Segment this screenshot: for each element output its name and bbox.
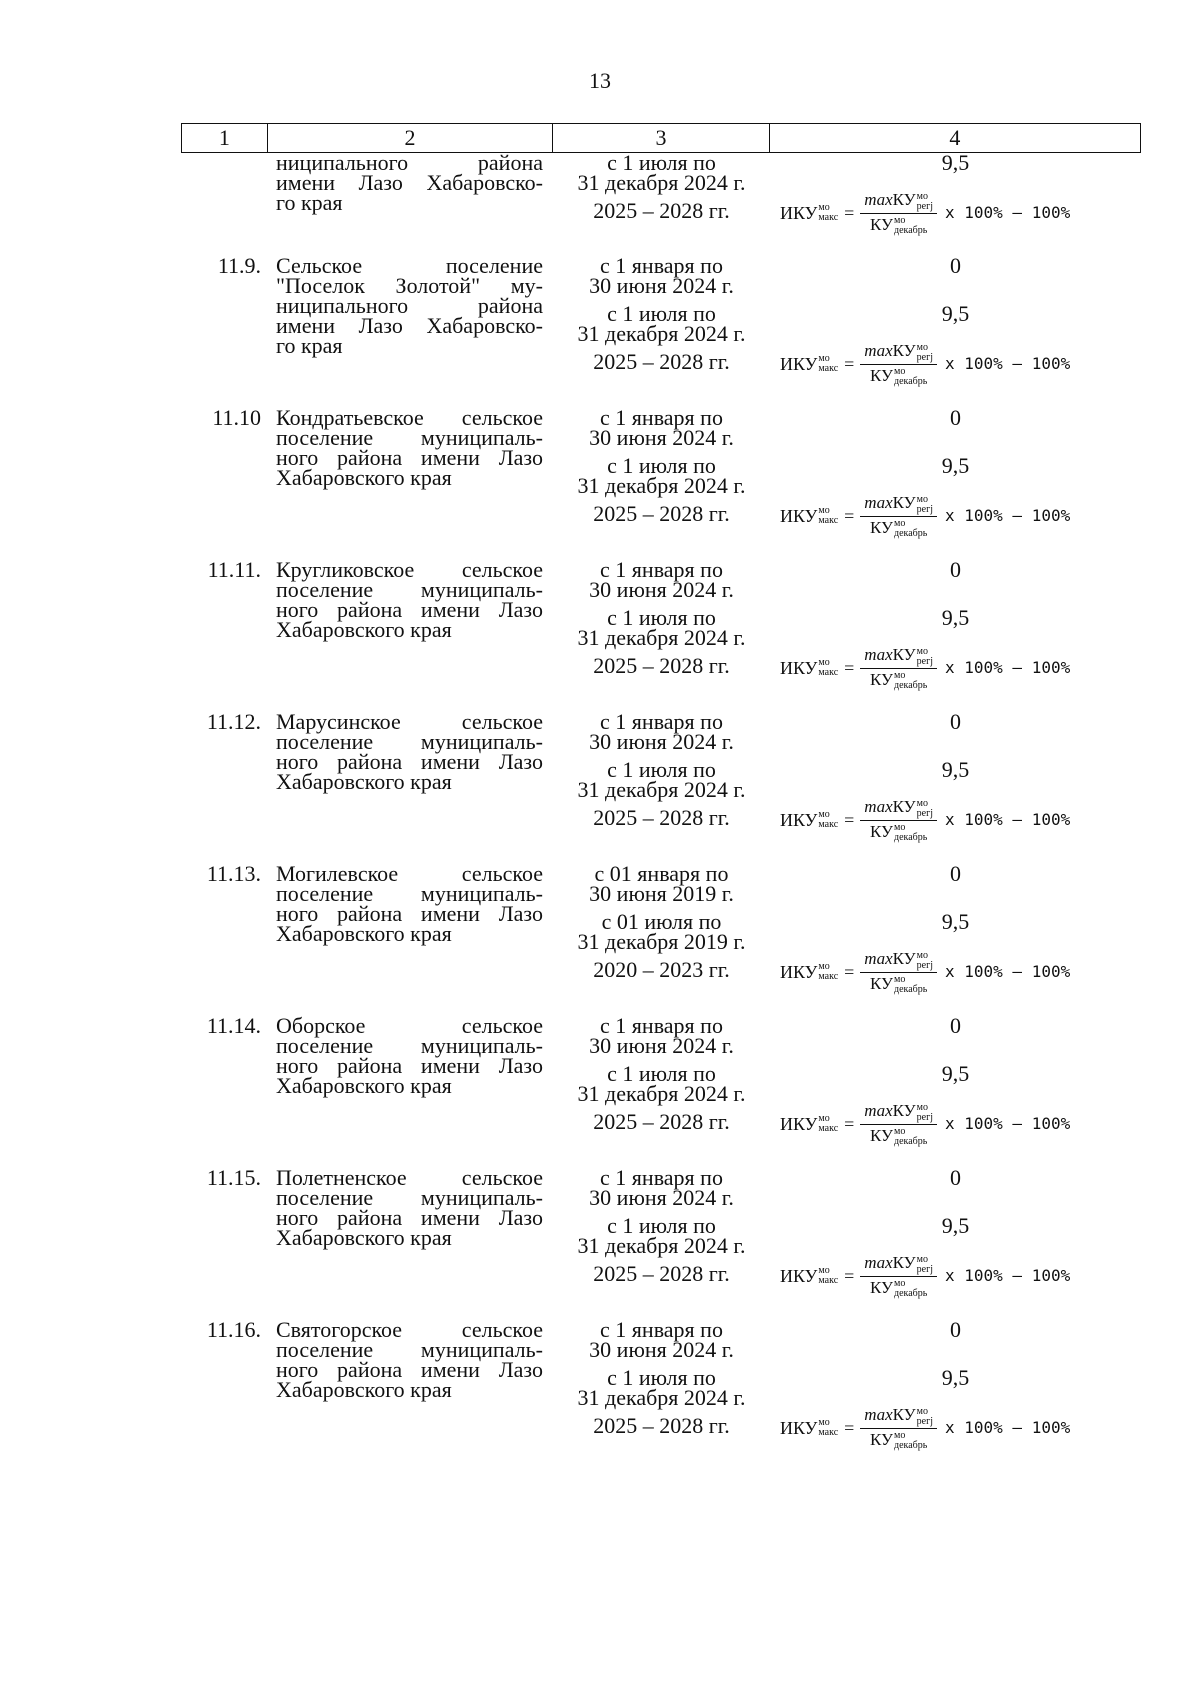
formula-denominator — [870, 973, 927, 995]
formula-numerator — [860, 1101, 937, 1124]
period-line: с 1 июля по — [607, 1365, 716, 1390]
formula-denominator — [870, 517, 927, 539]
formula — [780, 946, 1140, 998]
formula-lhs: ИКУ — [780, 203, 818, 223]
formula-num-sup: мо — [916, 1101, 928, 1113]
settlement-name-line: поселение муниципаль- — [276, 577, 543, 602]
period-line: 2025 – 2028 гг. — [593, 653, 730, 678]
settlement-name — [276, 253, 543, 358]
formula-fraction — [860, 341, 937, 386]
formula-num-indices — [917, 1407, 933, 1427]
settlement-name-line: ного района имени Лазо — [276, 445, 543, 470]
settlement-name-line: Могилевское сельское — [276, 861, 543, 886]
header-col-1: 1 — [182, 124, 268, 152]
formula-num-indices — [917, 495, 933, 515]
rate-value: 0 — [950, 405, 961, 430]
formula-fraction — [860, 190, 937, 235]
settlement-name — [276, 1317, 543, 1402]
rate-value: 9,5 — [941, 605, 970, 630]
settlement-name-line: поселение муниципаль- — [276, 881, 543, 906]
table-header — [181, 123, 1141, 153]
formula-lhs: ИКУ — [780, 1266, 818, 1286]
period-line: с 01 января по — [594, 861, 729, 886]
settlement-name — [276, 405, 543, 490]
formula-den-base: КУ — [869, 214, 893, 234]
settlement-name — [276, 861, 543, 946]
formula-equals: = — [844, 658, 855, 678]
period-line: 31 декабря 2024 г. — [577, 1081, 746, 1106]
formula-num-prefix: max — [864, 1253, 893, 1273]
formula — [780, 1098, 1140, 1150]
rate-value: 9,5 — [941, 301, 970, 326]
formula-lhs-sup: мо — [818, 1265, 830, 1276]
formula-num-sub: регj — [916, 503, 933, 515]
period-line: 31 декабря 2024 г. — [577, 170, 746, 195]
formula-den-indices — [894, 216, 927, 236]
formula-num-base: КУ — [892, 797, 916, 817]
settlement-name-line: Хабаровского края — [276, 465, 452, 490]
formula-tail: x 100% – 100% — [945, 1114, 1071, 1133]
formula-fraction — [860, 1405, 937, 1450]
formula-den-sub: декабрь — [894, 831, 928, 843]
formula — [780, 338, 1140, 390]
settlement-name-line: Хабаровского края — [276, 1225, 452, 1250]
formula-fraction — [860, 949, 937, 994]
settlement-name-line: "Поселок Золотой" му- — [276, 273, 543, 298]
formula-den-sub: декабрь — [894, 983, 928, 995]
formula-denominator — [870, 821, 927, 843]
formula-tail: x 100% – 100% — [945, 354, 1071, 373]
formula-den-base: КУ — [869, 821, 893, 841]
formula-equals: = — [844, 203, 855, 223]
formula-denominator — [870, 669, 927, 691]
formula-fraction — [860, 493, 937, 538]
formula-fraction — [860, 1253, 937, 1298]
period-line: с 1 июля по — [607, 1213, 716, 1238]
settlement-name-line: Хабаровского края — [276, 1377, 452, 1402]
settlement-name-line: го края — [276, 333, 343, 358]
settlement-name-line: поселение муниципаль- — [276, 729, 543, 754]
formula-den-sup: мо — [894, 214, 906, 226]
settlement-name — [276, 709, 543, 794]
period-line: 2025 – 2028 гг. — [593, 1261, 730, 1286]
settlement-name-line: Хабаровского края — [276, 1073, 452, 1098]
settlement-name — [276, 1013, 543, 1098]
rate-value: 0 — [950, 1013, 961, 1038]
rate-value: 9,5 — [941, 150, 970, 175]
rate-value: 9,5 — [941, 453, 970, 478]
formula-den-sub: декабрь — [894, 527, 928, 539]
formula-lhs: ИКУ — [780, 1114, 818, 1134]
header-col-4: 4 — [949, 125, 961, 150]
settlement-name-line: Хабаровского края — [276, 769, 452, 794]
settlement-name-line: Сельское поселение — [276, 253, 543, 278]
formula-num-indices — [917, 1255, 933, 1275]
period-line: 2025 – 2028 гг. — [593, 1413, 730, 1438]
settlement-name-line: поселение муниципаль- — [276, 1185, 543, 1210]
formula-fraction — [860, 1101, 937, 1146]
period-line: 31 декабря 2024 г. — [577, 1385, 746, 1410]
formula-num-sup: мо — [916, 1253, 928, 1265]
formula-den-sup: мо — [894, 821, 906, 833]
formula-lhs-sub: макс — [818, 819, 839, 830]
settlement-name-line: ного района имени Лазо — [276, 901, 543, 926]
settlement-name-line: поселение муниципаль- — [276, 1033, 543, 1058]
rate-value: 9,5 — [941, 757, 970, 782]
page-number: 13 — [589, 68, 611, 93]
formula-num-base: КУ — [892, 1253, 916, 1273]
period-line: с 1 января по — [600, 557, 723, 582]
formula-den-indices — [894, 1127, 927, 1147]
settlement-name-line: Хабаровского края — [276, 617, 452, 642]
formula-num-prefix: max — [864, 1101, 893, 1121]
formula-equals: = — [844, 962, 855, 982]
formula-equals: = — [844, 1266, 855, 1286]
settlement-name — [276, 1165, 543, 1250]
row-number: 11.16. — [206, 1317, 261, 1342]
period-line: с 1 июля по — [607, 301, 716, 326]
formula-lhs-sub: макс — [818, 1275, 839, 1286]
period-line: 2025 – 2028 гг. — [593, 1109, 730, 1134]
formula-den-sub: декабрь — [894, 1135, 928, 1147]
formula-num-sub: регj — [916, 1263, 933, 1275]
formula-numerator — [860, 190, 937, 213]
formula-num-sub: регj — [916, 655, 933, 667]
rate-value: 9,5 — [941, 1365, 970, 1390]
formula-equals: = — [844, 506, 855, 526]
rate-value: 9,5 — [941, 909, 970, 934]
period-line: 31 декабря 2024 г. — [577, 777, 746, 802]
settlement-name-line: ного района имени Лазо — [276, 1205, 543, 1230]
formula-num-sub: регj — [916, 1415, 933, 1427]
formula-tail: x 100% – 100% — [945, 810, 1071, 829]
formula-num-indices — [917, 1103, 933, 1123]
formula-equals: = — [844, 1114, 855, 1134]
period-line: 30 июня 2024 г. — [589, 577, 734, 602]
formula-num-sup: мо — [916, 949, 928, 961]
period-line: с 1 января по — [600, 1317, 723, 1342]
formula-denominator — [870, 1125, 927, 1147]
rate-value: 0 — [950, 1165, 961, 1190]
settlement-name-line: го края — [276, 190, 343, 215]
formula-num-prefix: max — [864, 190, 893, 210]
period-line: 30 июня 2024 г. — [589, 425, 734, 450]
settlement-name-line: ного района имени Лазо — [276, 1357, 543, 1382]
row-number: 11.14. — [206, 1013, 261, 1038]
formula-num-prefix: max — [864, 341, 893, 361]
formula-den-sup: мо — [894, 1125, 906, 1137]
formula-num-sub: регj — [916, 1111, 933, 1123]
formula-num-base: КУ — [892, 1405, 916, 1425]
formula-num-base: КУ — [892, 493, 916, 513]
formula-num-sub: регj — [916, 807, 933, 819]
formula-num-base: КУ — [892, 1101, 916, 1121]
period-line: 31 декабря 2024 г. — [577, 625, 746, 650]
period-line: с 1 июля по — [607, 757, 716, 782]
formula-num-indices — [917, 647, 933, 667]
settlement-name-line: Оборское сельское — [276, 1013, 543, 1038]
header-col-2: 2 — [268, 124, 553, 152]
settlement-name-line: ного района имени Лазо — [276, 1053, 543, 1078]
formula-num-indices — [917, 951, 933, 971]
settlement-name-line: поселение муниципаль- — [276, 1337, 543, 1362]
row-number: 11.9. — [217, 253, 261, 278]
formula-lhs-indices — [818, 203, 838, 223]
formula-lhs-sub: макс — [818, 515, 839, 526]
formula-tail: x 100% – 100% — [945, 1418, 1071, 1437]
period-line: 31 декабря 2024 г. — [577, 1233, 746, 1258]
formula-lhs-sup: мо — [818, 809, 830, 820]
formula-tail: x 100% – 100% — [945, 658, 1071, 677]
formula-numerator — [860, 1405, 937, 1428]
period-line: 31 декабря 2024 г. — [577, 473, 746, 498]
formula-lhs-sup: мо — [818, 1113, 830, 1124]
formula-den-sub: декабрь — [894, 224, 928, 236]
period-line: 31 декабря 2024 г. — [577, 321, 746, 346]
settlement-name-line: ниципального района — [276, 293, 543, 318]
period-line: 30 июня 2024 г. — [589, 1185, 734, 1210]
formula-numerator — [860, 645, 937, 668]
settlement-name-line: Святогорское сельское — [276, 1317, 543, 1342]
formula-den-indices — [894, 975, 927, 995]
formula-numerator — [860, 341, 937, 364]
formula-numerator — [860, 797, 937, 820]
formula-den-sup: мо — [894, 365, 906, 377]
formula — [780, 490, 1140, 542]
formula-lhs-indices — [818, 962, 838, 982]
settlement-name-line: ниципального района — [276, 150, 543, 175]
formula-den-indices — [894, 823, 927, 843]
formula-lhs: ИКУ — [780, 506, 818, 526]
formula-num-sup: мо — [916, 645, 928, 657]
formula-den-sup: мо — [894, 517, 906, 529]
formula-denominator — [870, 1277, 927, 1299]
formula-lhs: ИКУ — [780, 962, 818, 982]
formula-den-base: КУ — [869, 973, 893, 993]
formula-fraction — [860, 797, 937, 842]
formula-den-base: КУ — [869, 517, 893, 537]
formula-num-base: КУ — [892, 645, 916, 665]
period-line: с 1 января по — [600, 1165, 723, 1190]
settlement-name-line: Марусинское сельское — [276, 709, 543, 734]
formula-lhs-indices — [818, 354, 838, 374]
formula-lhs-indices — [818, 810, 838, 830]
formula-equals: = — [844, 1418, 855, 1438]
period-line: с 1 июля по — [607, 453, 716, 478]
formula-lhs-sub: макс — [818, 1123, 839, 1134]
formula-tail: x 100% – 100% — [945, 962, 1071, 981]
formula-lhs-indices — [818, 506, 838, 526]
settlement-name-line: поселение муниципаль- — [276, 425, 543, 450]
formula-lhs-indices — [818, 1418, 838, 1438]
formula-numerator — [860, 493, 937, 516]
rate-value: 0 — [950, 253, 961, 278]
formula-den-indices — [894, 367, 927, 387]
formula — [780, 187, 1140, 239]
formula-denominator — [870, 365, 927, 387]
formula-den-sup: мо — [894, 1277, 906, 1289]
formula-tail: x 100% – 100% — [945, 1266, 1071, 1285]
formula-num-sup: мо — [916, 341, 928, 353]
formula-lhs-sub: макс — [818, 1427, 839, 1438]
row-number: 11.10 — [212, 405, 261, 430]
formula-lhs-sub: макс — [818, 363, 839, 374]
formula-fraction — [860, 645, 937, 690]
period-line: 30 июня 2019 г. — [589, 881, 734, 906]
formula-den-sup: мо — [894, 669, 906, 681]
formula-lhs-indices — [818, 1114, 838, 1134]
formula-num-prefix: max — [864, 949, 893, 969]
row-number: 11.12. — [206, 709, 261, 734]
formula-denominator — [870, 1429, 927, 1451]
formula-num-base: КУ — [892, 949, 916, 969]
formula-lhs-indices — [818, 1266, 838, 1286]
formula-den-sup: мо — [894, 1429, 906, 1441]
period-line: 2025 – 2028 гг. — [593, 805, 730, 830]
formula-num-sub: регj — [916, 959, 933, 971]
settlement-name-line: Кондратьевское сельское — [276, 405, 543, 430]
formula-lhs: ИКУ — [780, 658, 818, 678]
period-line: с 1 января по — [600, 709, 723, 734]
formula-numerator — [860, 949, 937, 972]
formula-num-sup: мо — [916, 190, 928, 202]
settlement-name-line: ного района имени Лазо — [276, 597, 543, 622]
formula-lhs-sup: мо — [818, 505, 830, 516]
formula-num-prefix: max — [864, 797, 893, 817]
period-line: 2020 – 2023 гг. — [593, 957, 730, 982]
settlement-name-line: Хабаровского края — [276, 921, 452, 946]
period-line: 31 декабря 2019 г. — [577, 929, 746, 954]
settlement-name — [276, 150, 543, 215]
formula-lhs-sub: макс — [818, 971, 839, 982]
period-line: 2025 – 2028 гг. — [593, 501, 730, 526]
formula — [780, 642, 1140, 694]
formula-equals: = — [844, 810, 855, 830]
settlement-name-line: ного района имени Лазо — [276, 749, 543, 774]
formula-den-sub: декабрь — [894, 679, 928, 691]
formula-den-sub: декабрь — [894, 1287, 928, 1299]
rate-value: 0 — [950, 1317, 961, 1342]
settlement-name-line: имени Лазо Хабаровско- — [276, 170, 543, 195]
formula-den-base: КУ — [869, 1429, 893, 1449]
formula-denominator — [870, 214, 927, 236]
settlement-name — [276, 557, 543, 642]
period-line: 30 июня 2024 г. — [589, 729, 734, 754]
formula-equals: = — [844, 354, 855, 374]
formula-num-prefix: max — [864, 493, 893, 513]
formula-lhs-sup: мо — [818, 961, 830, 972]
period-line: с 1 января по — [600, 1013, 723, 1038]
period-line: 2025 – 2028 гг. — [593, 349, 730, 374]
formula-den-sup: мо — [894, 973, 906, 985]
formula-den-indices — [894, 1431, 927, 1451]
rate-value: 0 — [950, 861, 961, 886]
formula-num-sup: мо — [916, 1405, 928, 1417]
formula-num-sup: мо — [916, 797, 928, 809]
formula-den-base: КУ — [869, 365, 893, 385]
period-line: 30 июня 2024 г. — [589, 1337, 734, 1362]
formula — [780, 794, 1140, 846]
period-line: с 1 июля по — [607, 1061, 716, 1086]
header-col-3: 3 — [553, 124, 770, 152]
period-line: 2025 – 2028 гг. — [593, 198, 730, 223]
formula-lhs: ИКУ — [780, 810, 818, 830]
formula-den-sub: декабрь — [894, 1439, 928, 1451]
formula-lhs: ИКУ — [780, 1418, 818, 1438]
formula-tail: x 100% – 100% — [945, 506, 1071, 525]
formula-num-sub: регj — [916, 200, 933, 212]
settlement-name-line: Кругликовское сельское — [276, 557, 543, 582]
row-number: 11.13. — [206, 861, 261, 886]
period-line: с 01 июля по — [601, 909, 722, 934]
rate-value: 9,5 — [941, 1061, 970, 1086]
formula-den-sub: декабрь — [894, 375, 928, 387]
settlement-name-line: Полетненское сельское — [276, 1165, 543, 1190]
formula-lhs-sup: мо — [818, 1417, 830, 1428]
formula-den-indices — [894, 519, 927, 539]
formula-num-base: КУ — [892, 341, 916, 361]
period-line: с 1 июля по — [607, 150, 716, 175]
period-line: 30 июня 2024 г. — [589, 273, 734, 298]
formula — [780, 1250, 1140, 1302]
formula-num-prefix: max — [864, 645, 893, 665]
formula — [780, 1402, 1140, 1454]
period-line: 30 июня 2024 г. — [589, 1033, 734, 1058]
row-number: 11.11. — [207, 557, 261, 582]
formula-num-prefix: max — [864, 1405, 893, 1425]
formula-lhs-sup: мо — [818, 353, 830, 364]
formula-den-indices — [894, 671, 927, 691]
rate-value: 9,5 — [941, 1213, 970, 1238]
rate-value: 0 — [950, 709, 961, 734]
row-number: 11.15. — [206, 1165, 261, 1190]
formula-lhs-sup: мо — [818, 202, 830, 213]
formula-num-sup: мо — [916, 493, 928, 505]
formula-lhs: ИКУ — [780, 354, 818, 374]
period-line: с 1 января по — [600, 253, 723, 278]
formula-num-base: КУ — [892, 190, 916, 210]
formula-lhs-indices — [818, 658, 838, 678]
formula-numerator — [860, 1253, 937, 1276]
formula-den-indices — [894, 1279, 927, 1299]
formula-den-base: КУ — [869, 1125, 893, 1145]
period-line: с 1 января по — [600, 405, 723, 430]
formula-den-base: КУ — [869, 669, 893, 689]
formula-lhs-sub: макс — [818, 212, 839, 223]
rate-value: 0 — [950, 557, 961, 582]
formula-den-base: КУ — [869, 1277, 893, 1297]
formula-num-indices — [917, 192, 933, 212]
formula-lhs-sub: макс — [818, 667, 839, 678]
period-line: с 1 июля по — [607, 605, 716, 630]
formula-lhs-sup: мо — [818, 657, 830, 668]
formula-num-sub: регj — [916, 351, 933, 363]
formula-num-indices — [917, 343, 933, 363]
settlement-name-line: имени Лазо Хабаровско- — [276, 313, 543, 338]
formula-num-indices — [917, 799, 933, 819]
formula-tail: x 100% – 100% — [945, 203, 1071, 222]
